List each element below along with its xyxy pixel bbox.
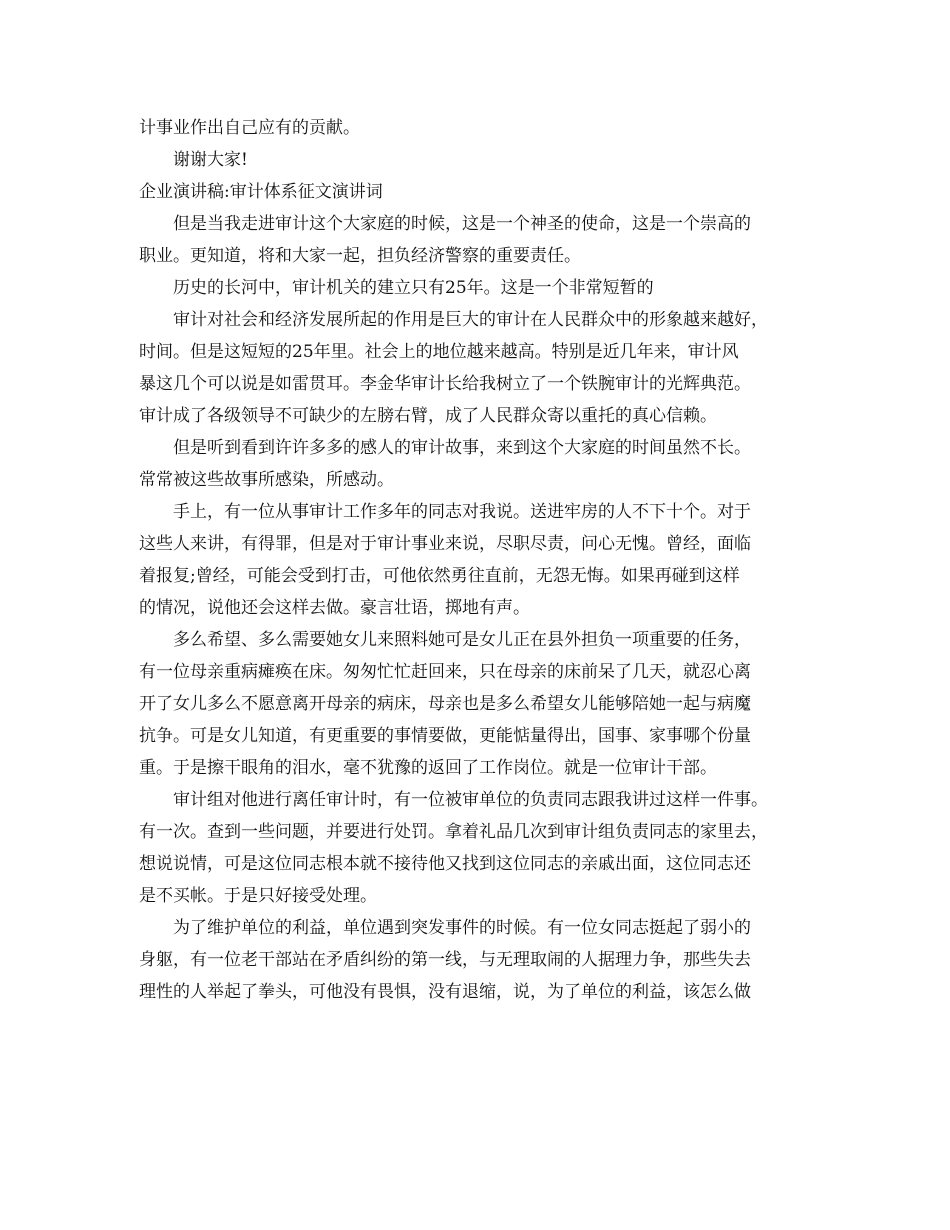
- text-line: 审计成了各级领导不可缺少的左膀右臂，成了人民群众寄以重托的真心信赖。: [139, 406, 717, 426]
- text-line: 重。于是擦干眼角的泪水，毫不犹豫的返回了工作岗位。就是一位审计干部。: [139, 758, 717, 778]
- text-line: 开了女儿多么不愿意离开母亲的病床，母亲也是多么希望女儿能够陪她一起与病魔: [139, 694, 751, 714]
- text-line: 着报复;曾经，可能会受到打击，可他依然勇往直前，无怨无悔。如果再碰到这样: [139, 566, 740, 586]
- text-line: 的情况，说他还会这样去做。豪言壮语，掷地有声。: [139, 598, 530, 618]
- text-line: 但是听到看到许许多多的感人的审计故事，来到这个大家庭的时间虽然不长。: [173, 438, 751, 458]
- text-line: 有一次。查到一些问题，并要进行处罚。拿着礼品几次到审计组负责同志的家里去，: [139, 822, 768, 842]
- text-line: 想说说情，可是这位同志根本就不接待他又找到这位同志的亲戚出面，这位同志还: [139, 854, 751, 874]
- text-line: 身躯，有一位老干部站在矛盾纠纷的第一线，与无理取闹的人据理力争，那些失去: [139, 950, 751, 970]
- text-line: 职业。更知道，将和大家一起，担负经济警察的重要责任。: [139, 246, 581, 266]
- document-body: [139, 112, 819, 1008]
- text-line: 为了维护单位的利益，单位遇到突发事件的时候。有一位女同志挺起了弱小的: [173, 918, 751, 938]
- text-line: 常常被这些故事所感染，所感动。: [139, 470, 394, 490]
- text-line: 审计组对他进行离任审计时，有一位被审单位的负责同志跟我讲过这样一件事。: [173, 790, 768, 810]
- text-line: 计事业作出自己应有的贡献。: [139, 118, 360, 138]
- text-line: 历史的长河中，审计机关的建立只有25年。这是一个非常短暂的: [173, 278, 654, 298]
- text-line: 多么希望、多么需要她女儿来照料她可是女儿正在县外担负一项重要的任务，: [173, 630, 751, 650]
- section-heading: 企业演讲稿:审计体系征文演讲词: [139, 182, 383, 202]
- text-line: 有一位母亲重病瘫痪在床。匆匆忙忙赶回来，只在母亲的床前呆了几天，就忍心离: [139, 662, 751, 682]
- text-line: 抗争。可是女儿知道，有更重要的事情要做，更能惦量得出，国事、家事哪个份量: [139, 726, 751, 746]
- text-line: 谢谢大家!: [173, 150, 248, 170]
- text-line: 这些人来讲，有得罪，但是对于审计事业来说，尽职尽责，问心无愧。曾经，面临: [139, 534, 751, 554]
- text-line: 暴这几个可以说是如雷贯耳。李金华审计长给我树立了一个铁腕审计的光辉典范。: [139, 374, 751, 394]
- text-line: 但是当我走进审计这个大家庭的时候，这是一个神圣的使命，这是一个崇高的: [173, 214, 751, 234]
- text-line: 是不买帐。于是只好接受处理。: [139, 886, 377, 906]
- text-line: 理性的人举起了拳头，可他没有畏惧，没有退缩，说，为了单位的利益，该怎么做: [139, 982, 751, 1002]
- text-line: 审计对社会和经济发展所起的作用是巨大的审计在人民群众中的形象越来越好，: [173, 310, 768, 330]
- text-line: 手上，有一位从事审计工作多年的同志对我说。送进牢房的人不下十个。对于: [173, 502, 751, 522]
- text-line: 时间。但是这短短的25年里。社会上的地位越来越高。特别是近几年来，审计风: [139, 342, 739, 362]
